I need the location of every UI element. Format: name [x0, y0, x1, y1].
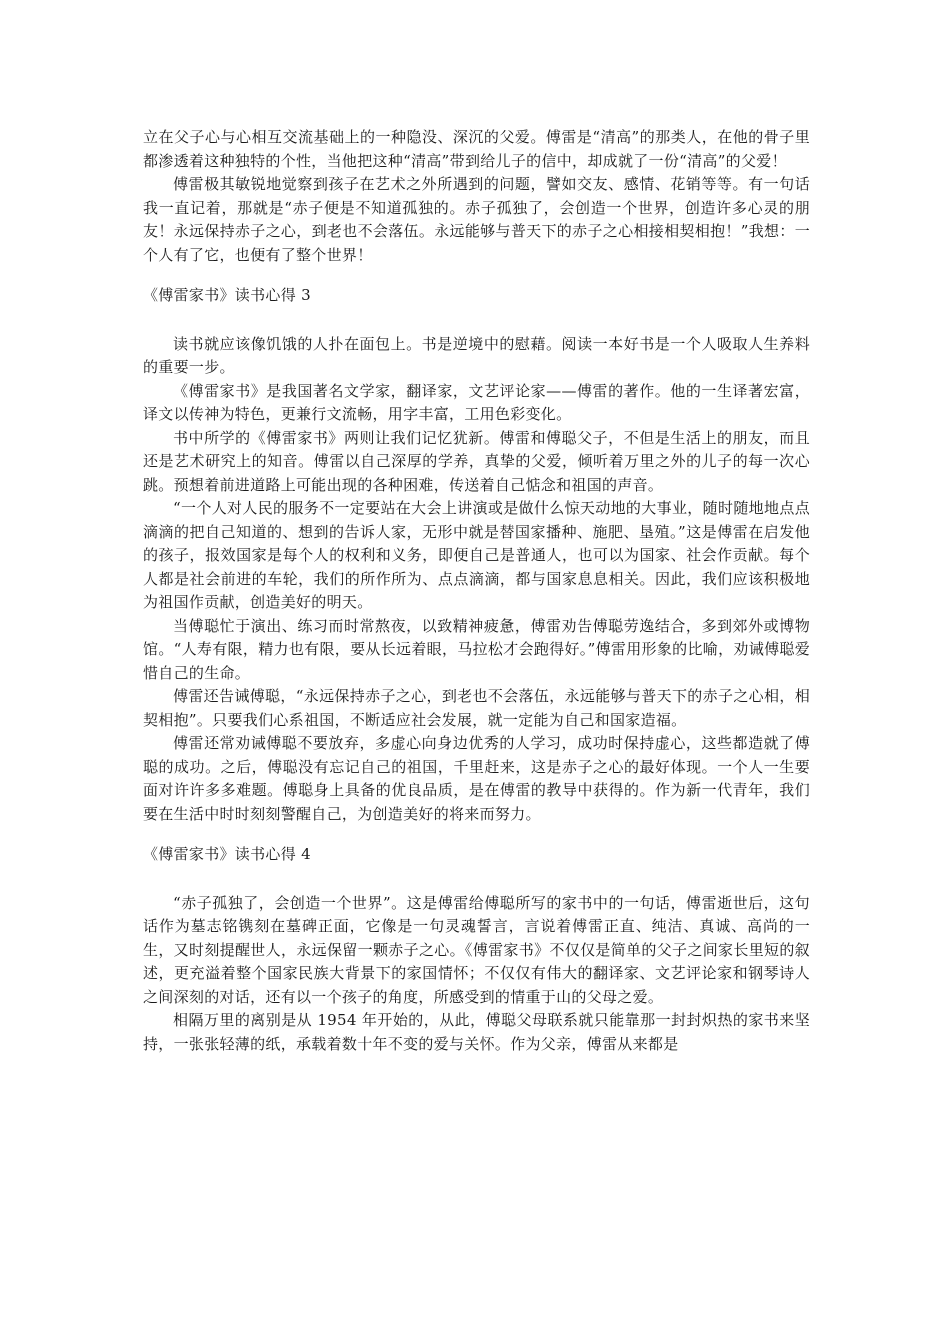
paragraph: 《傅雷家书》是我国著名文学家，翻译家，文艺评论家——傅雷的著作。他的一生译著宏富，译文以传神为特色，更兼行文流畅，用字丰富，工用色彩变化。	[143, 381, 810, 423]
section-heading: 《傅雷家书》读书心得 3	[143, 286, 311, 304]
paragraph: 傅雷极其敏锐地觉察到孩子在艺术之外所遇到的问题，譬如交友、感情、花销等等。有一句话我一直记着，那就是“赤子便是不知道孤独的。赤子孤独了，会创造一个世界，创造许多心灵的朋友！永远保持赤子之心，到老也不会落伍。永远能够与普天下的赤子之心相接相契相抱！”我想：一个人有了它，也便有了整个世界！	[143, 175, 810, 264]
paragraph: “一个人对人民的服务不一定要站在大会上讲演或是做什么惊天动地的大事业，随时随地地点点滴滴的把自己知道的、想到的告诉人家，无形中就是替国家播种、施肥、垦殖。”这是傅雷在启发他的孩子，报效国家是每个人的权利和义务，即便自己是普通人，也可以为国家、社会作贡献。每个人都是社会前进的车轮，我们的所作所为、点点滴滴，都与国家息息相关。因此，我们应该积极地为祖国作贡献，创造美好的明天。	[143, 499, 810, 611]
section-2-tail	[143, 126, 810, 267]
section-3-body	[143, 333, 810, 827]
section-3-heading-block	[143, 284, 810, 308]
paragraph: 读书就应该像饥饿的人扑在面包上。书是逆境中的慰藉。阅读一本好书是一个人吸取人生养料的重要一步。	[143, 334, 810, 376]
paragraph: 傅雷还告诫傅聪，“永远保持赤子之心，到老也不会落伍，永远能够与普天下的赤子之心相，相契相抱”。只要我们心系祖国，不断适应社会发展，就一定能为自己和国家造福。	[143, 687, 810, 729]
section-4-heading-block	[143, 843, 810, 867]
paragraph: 傅雷还常劝诫傅聪不要放弃，多虚心向身边优秀的人学习，成功时保持虚心，这些都造就了傅聪的成功。之后，傅聪没有忘记自己的祖国，千里赶来，这是赤子之心的最好体现。一个人一生要面对许许多多难题。傅聪身上具备的优良品质，是在傅雷的教导中获得的。作为新一代青年，我们要在生活中时时刻刻警醒自己，为创造美好的将来而努力。	[143, 734, 810, 823]
paragraph: 相隔万里的离别是从 1954 年开始的，从此，傅聪父母联系就只能靠那一封封炽热的家书来坚持，一张张轻薄的纸，承载着数十年不变的爱与关怀。作为父亲，傅雷从来都是	[143, 1011, 810, 1053]
paragraph: 立在父子心与心相互交流基础上的一种隐没、深沉的父爱。傅雷是“清高”的那类人，在他的骨子里都渗透着这种独特的个性，当他把这种“清高”带到给儿子的信中，却成就了一份“清高”的父爱！	[143, 128, 810, 170]
paragraph: 当傅聪忙于演出、练习而时常熬夜，以致精神疲惫，傅雷劝告傅聪劳逸结合，多到郊外或博物馆。“人寿有限，精力也有限，要从长远着眼，马拉松才会跑得好。”傅雷用形象的比喻，劝诫傅聪爱惜自己的生命。	[143, 616, 810, 682]
paragraph: “赤子孤独了，会创造一个世界”。这是傅雷给傅聪所写的家书中的一句话，傅雷逝世后，这句话作为墓志铭镌刻在墓碑正面，它像是一句灵魂誓言，言说着傅雷正直、纯洁、真诚、高尚的一生，又时刻提醒世人，永远保留一颗赤子之心。《傅雷家书》不仅仅是简单的父子之间家长里短的叙述，更充溢着整个国家民族大背景下的家国情怀；不仅仅有伟大的翻译家、文艺评论家和钢琴诗人之间深刻的对话，还有以一个孩子的角度，所感受到的情重于山的父母之爱。	[143, 893, 810, 1006]
section-4-body	[143, 892, 810, 1057]
paragraph: 书中所学的《傅雷家书》两则让我们记忆犹新。傅雷和傅聪父子，不但是生活上的朋友，而且还是艺术研究上的知音。傅雷以自己深厚的学养，真挚的父爱，倾听着万里之外的儿子的每一次心跳。预想着前进道路上可能出现的各种困难，传送着自己惦念和祖国的声音。	[143, 428, 810, 494]
section-heading: 《傅雷家书》读书心得 4	[143, 845, 311, 863]
